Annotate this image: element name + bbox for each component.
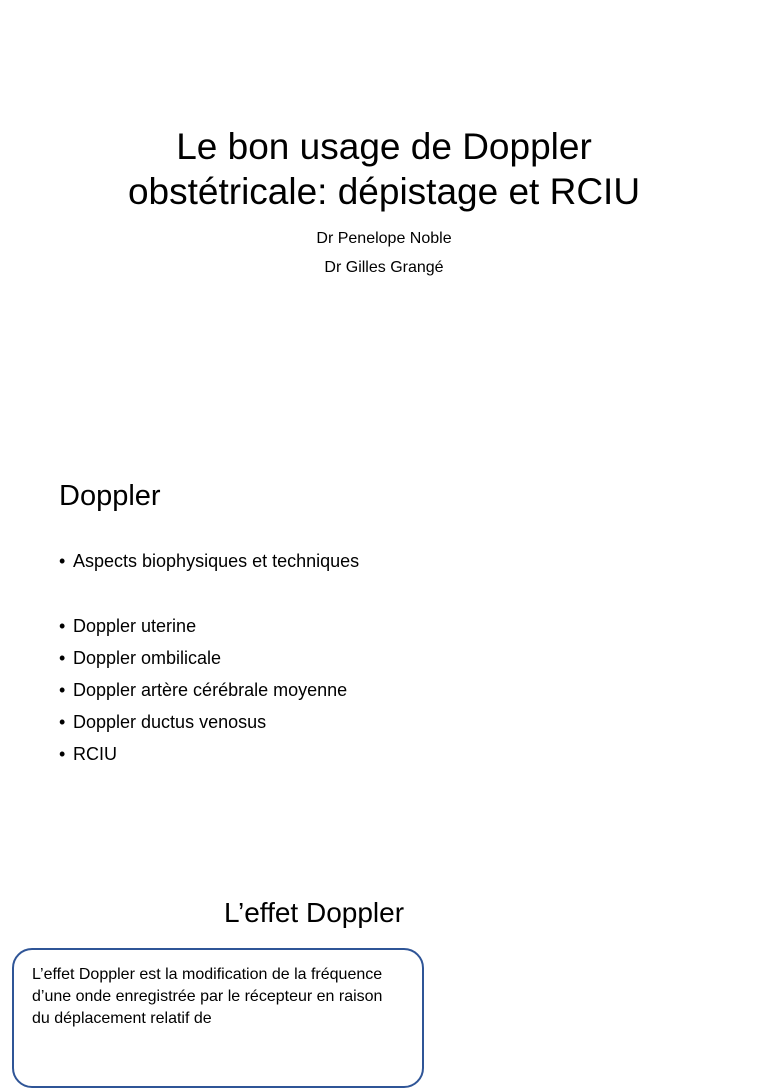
bullet-list-intro [59, 545, 359, 577]
doppler-effect-heading: L’effet Doppler [223, 897, 405, 928]
bullet-icon: • [59, 712, 66, 732]
definition-text: L’effet Doppler est la modification de la fréquence d’une onde enregistrée par le récepteur en raison du déplacement relatif de [32, 966, 383, 1027]
bullet-icon: • [59, 744, 66, 764]
list-item [59, 674, 347, 706]
list-item-text: Doppler ductus venosus [73, 712, 267, 732]
presentation-title [0, 124, 768, 214]
list-item-text: Doppler ombilicale [73, 648, 222, 668]
presentation-title-line-2: obstétricale: dépistage et RCIU [127, 171, 641, 212]
doppler-effect-slide [0, 864, 768, 1027]
list-item-text: Doppler uterine [73, 616, 197, 636]
bullet-icon: • [59, 648, 66, 668]
bullet-icon: • [59, 616, 66, 636]
list-item [59, 706, 347, 738]
bullet-list-topics [59, 610, 347, 770]
presentation-title-line-1: Le bon usage de Doppler [176, 126, 592, 167]
bullet-icon: • [59, 551, 66, 571]
list-item-text: Aspects biophysiques et techniques [73, 551, 360, 571]
definition-box [12, 948, 424, 1088]
title-slide [0, 0, 768, 432]
bullet-icon: • [59, 680, 66, 700]
author-2: Dr Gilles Grangé [324, 259, 444, 276]
author-1: Dr Penelope Noble [316, 230, 452, 247]
list-item [59, 610, 347, 642]
outline-heading: Doppler [59, 480, 161, 512]
list-item [59, 642, 347, 674]
list-item [59, 738, 347, 770]
list-item [59, 545, 359, 577]
outline-slide [0, 432, 768, 864]
list-item-text: RCIU [73, 744, 117, 764]
list-item-text: Doppler artère cérébrale moyenne [73, 680, 348, 700]
